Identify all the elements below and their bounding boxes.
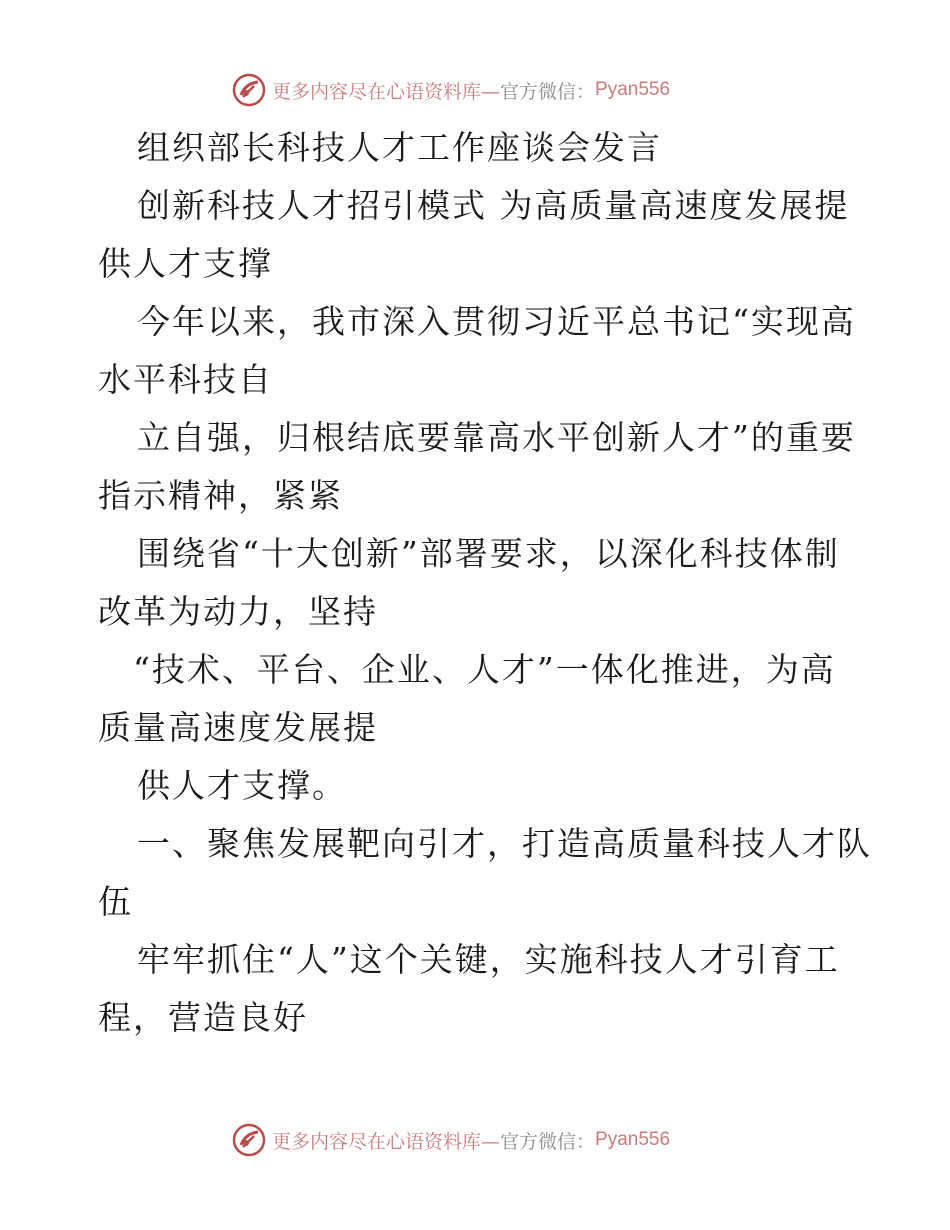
doc-line: 伍 xyxy=(98,882,133,921)
doc-line: 质量高速度发展提 xyxy=(98,708,378,747)
doc-line: 创新科技人才招引模式 为高质量高速度发展提 xyxy=(137,186,850,225)
doc-line: 立自强，归根结底要靠高水平创新人才”的重要 xyxy=(137,418,856,457)
banner-text: 更多内容尽在心语资料库— xyxy=(272,80,501,103)
doc-line: 指示精神，紧紧 xyxy=(98,476,343,515)
doc-line: 牢牢抓住“人”这个关键，实施科技人才引育工 xyxy=(137,940,840,979)
book-logo-icon xyxy=(232,1123,266,1157)
doc-line: 供人才支撑。 xyxy=(137,766,347,805)
header-banner xyxy=(232,72,752,108)
banner-wechat-label: 官方微信： xyxy=(500,80,596,103)
doc-heading: 一、聚焦发展靶向引才，打造高质量科技人才队 xyxy=(137,824,872,863)
doc-line: 水平科技自 xyxy=(98,360,273,399)
banner-wechat-label: 官方微信： xyxy=(500,1130,596,1153)
doc-line: 改革为动力，坚持 xyxy=(98,592,378,631)
banner-text: 更多内容尽在心语资料库— xyxy=(272,1130,501,1153)
doc-line: 今年以来，我市深入贯彻习近平总书记“实现高 xyxy=(137,302,856,341)
banner-account: Pyan556 xyxy=(595,79,671,100)
doc-line: 围绕省“十大创新”部署要求，以深化科技体制 xyxy=(137,534,840,573)
banner-account: Pyan556 xyxy=(595,1129,671,1150)
doc-line: 程，营造良好 xyxy=(98,998,308,1037)
doc-line: 供人才支撑 xyxy=(98,244,273,283)
doc-line: “技术、平台、企业、人才”一体化推进，为高 xyxy=(133,650,836,689)
book-logo-icon xyxy=(232,73,266,107)
doc-title: 组织部长科技人才工作座谈会发言 xyxy=(137,128,662,167)
footer-banner xyxy=(232,1122,752,1158)
